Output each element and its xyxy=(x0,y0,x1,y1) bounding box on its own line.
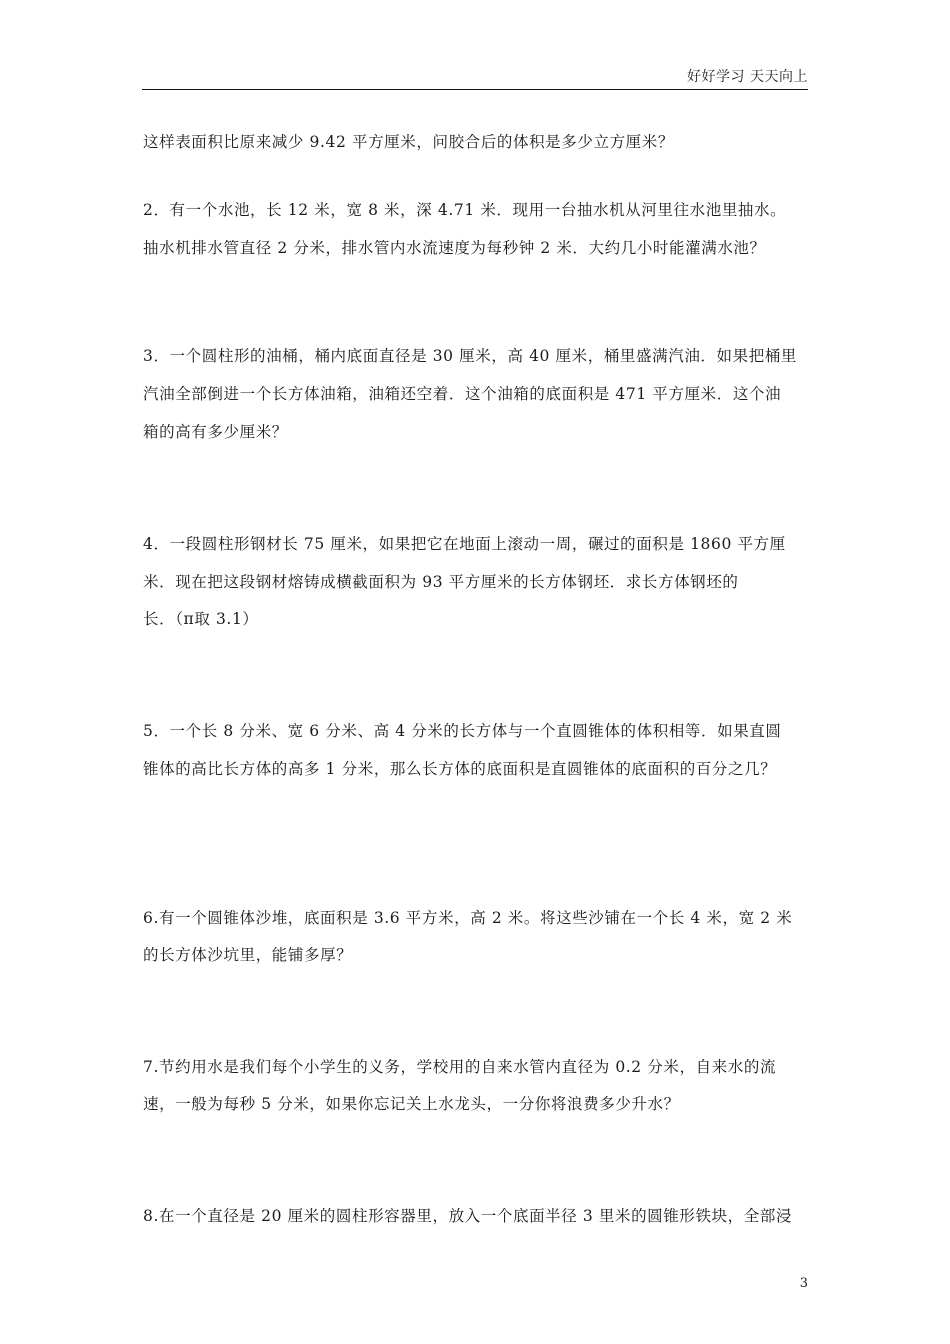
problem-3-line-1: 3．一个圆柱形的油桶，桶内底面直径是 30 厘米，高 40 厘米，桶里盛满汽油．如果把桶里 xyxy=(143,347,798,365)
problem-6-line-2: 的长方体沙坑里，能铺多厚？ xyxy=(143,946,353,964)
problem-5-line-1: 5．一个长 8 分米、宽 6 分米、高 4 分米的长方体与一个直圆锥体的体积相等．如果直圆 xyxy=(143,722,782,740)
problem-8-line-1: 8.在一个直径是 20 厘米的圆柱形容器里，放入一个底面半径 3 里米的圆锥形铁块，全部浸 xyxy=(143,1207,793,1225)
problem-4-line-2: 米．现在把这段钢材熔铸成横截面积为 93 平方厘米的长方体钢坯．求长方体钢坯的 xyxy=(143,573,739,591)
problem-5-line-2: 锥体的高比长方体的高多 1 分米，那么长方体的底面积是直圆锥体的底面积的百分之几？ xyxy=(143,760,777,778)
problem-3-line-2: 汽油全部倒进一个长方体油箱，油箱还空着．这个油箱的底面积是 471 平方厘米．这个油 xyxy=(143,385,782,403)
header-motto: 好好学习 天天向上 xyxy=(687,69,808,85)
problem-7-line-2: 速，一般为每秒 5 分米，如果你忘记关上水龙头，一分你将浪费多少升水？ xyxy=(143,1095,680,1113)
problem-3-line-3: 箱的高有多少厘米？ xyxy=(143,423,288,441)
problem-continuation-line-1: 这样表面积比原来减少 9.42 平方厘米，问胶合后的体积是多少立方厘米？ xyxy=(143,133,674,151)
problem-4-line-1: 4．一段圆柱形钢材长 75 厘米，如果把它在地面上滚动一周，碾过的面积是 1860 平方厘 xyxy=(143,535,786,553)
page-number: 3 xyxy=(799,1276,808,1291)
problem-2-line-2: 抽水机排水管直径 2 分米，排水管内水流速度为每秒钟 2 米．大约几小时能灌满水池？ xyxy=(143,239,766,257)
problem-2-line-1: 2．有一个水池，长 12 米，宽 8 米，深 4.71 米．现用一台抽水机从河里往水池里抽水。 xyxy=(143,201,787,219)
problem-4-line-3: 长．（π取 3.1） xyxy=(143,610,259,628)
problem-7-line-1: 7.节约用水是我们每个小学生的义务，学校用的自来水管内直径为 0.2 分米，自来水的流 xyxy=(143,1058,777,1076)
header-divider xyxy=(142,89,808,90)
problem-6-line-1: 6.有一个圆锥体沙堆，底面积是 3.6 平方米，高 2 米。将这些沙铺在一个长 4 米，宽 2 米 xyxy=(143,909,793,927)
